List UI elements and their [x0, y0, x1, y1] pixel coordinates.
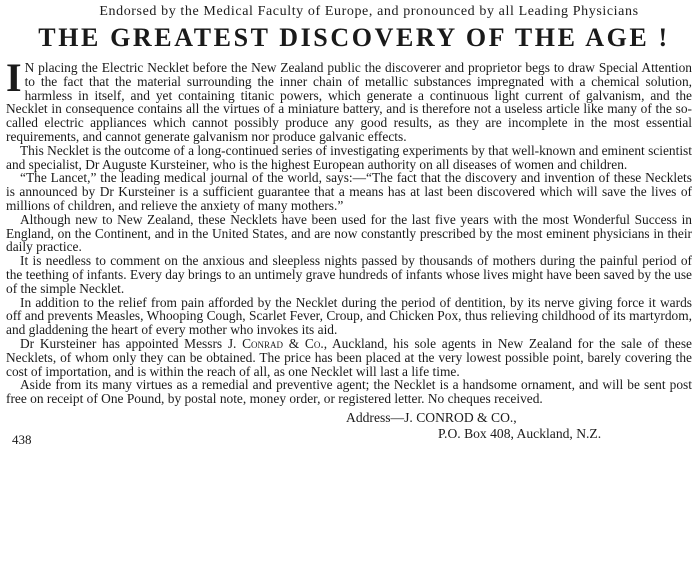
paragraph-usage: Although new to New Zealand, these Necklets have been used for the last five years with the most Wonderful Success in England, on the Continent, and in the United States, and are now constantly prescribed by the most eminent physicians in their daily practice.: [6, 211, 692, 255]
agent-firm-name: J. Conrad & Co.: [227, 335, 324, 351]
headline: THE GREATEST DISCOVERY OF THE AGE !: [38, 23, 670, 52]
intro-paragraph: [6, 55, 692, 144]
page-number: 438: [12, 431, 32, 447]
address-block: [6, 408, 692, 448]
paragraph-closing: Aside from its many virtues as a remedial and preventive agent; the Necklet is a handsome ornament, and will be sent post free on receipt of One Pound, by postal note, money order, or registered letter. No cheques received.: [6, 377, 692, 407]
paragraph-teething: It is needless to comment on the anxious and sleepless nights passed by thousands of mothers during the painful period of the teething of infants. Every day brings to an untimely grave hundreds of infants whose lives might have been saved by the use of the simple Necklet.: [6, 253, 692, 296]
address-line-1: Address—J. CONROD & CO.,: [346, 409, 517, 425]
intro-text: N placing the Electric Necklet before the New Zealand public the discoverer and proprietor begs to draw Special Attention to the fact that the material surrounding the inner chain of metallic substances impregnated with a chemical solution, harmless in itself, and yet containing titanic powers, which generate a continuous light current of galvanism, and the Necklet in consequence contains all the virtues of a miniature battery, and is therefore not a useless article like many of the so-called electric appliances which cannot possibly produce any good results, as they are incomplete in the most essential requirements, and cannot generate galvanism nor produce galvanic effects.: [6, 60, 692, 144]
agents-text-before: Dr Kursteiner has appointed Messrs: [20, 335, 228, 351]
paragraph-relief: In addition to the relief from pain afforded by the Necklet during the period of dentition, by its nerve giving force it wards off and prevents Measles, Whooping Cough, Scarlet Fever, Croup, and Chicken Pox, thus relieving childhood of its martyrdom, and gladdening the heart of every mother who invokes its aid.: [6, 294, 692, 338]
paragraph-origin: This Necklet is the outcome of a long-continued series of investigating experiments by that well-known and eminent scientist and specialist, Dr Auguste Kursteiner, who is the highest European authority on all diseases of women and children.: [6, 142, 692, 172]
paragraph-agents: [6, 337, 692, 378]
drop-cap: I: [6, 55, 22, 100]
paragraph-lancet-quote: “The Lancet,” the leading medical journal of the world, says:—“The fact that the discovery and invention of these Necklets is announced by Dr Kursteiner is a sufficient guarantee that a means has at last been discovered which will save the lives of millions of children, and relieve the anxiety of many mothers.”: [6, 170, 692, 213]
agents-text-after: , Auckland, his sole agents in New Zealand for the sale of these Necklets, of whom only they can be obtained. The price has been placed at the very lowest possible point, barely covering the cost of importation, and is within the reach of all, as one Necklet will last a life time.: [6, 335, 693, 379]
endorsement-line: Endorsed by the Medical Faculty of Europe, and pronounced by all Leading Physicians: [99, 4, 639, 19]
address-line-2: P.O. Box 408, Auckland, N.Z.: [438, 425, 602, 441]
